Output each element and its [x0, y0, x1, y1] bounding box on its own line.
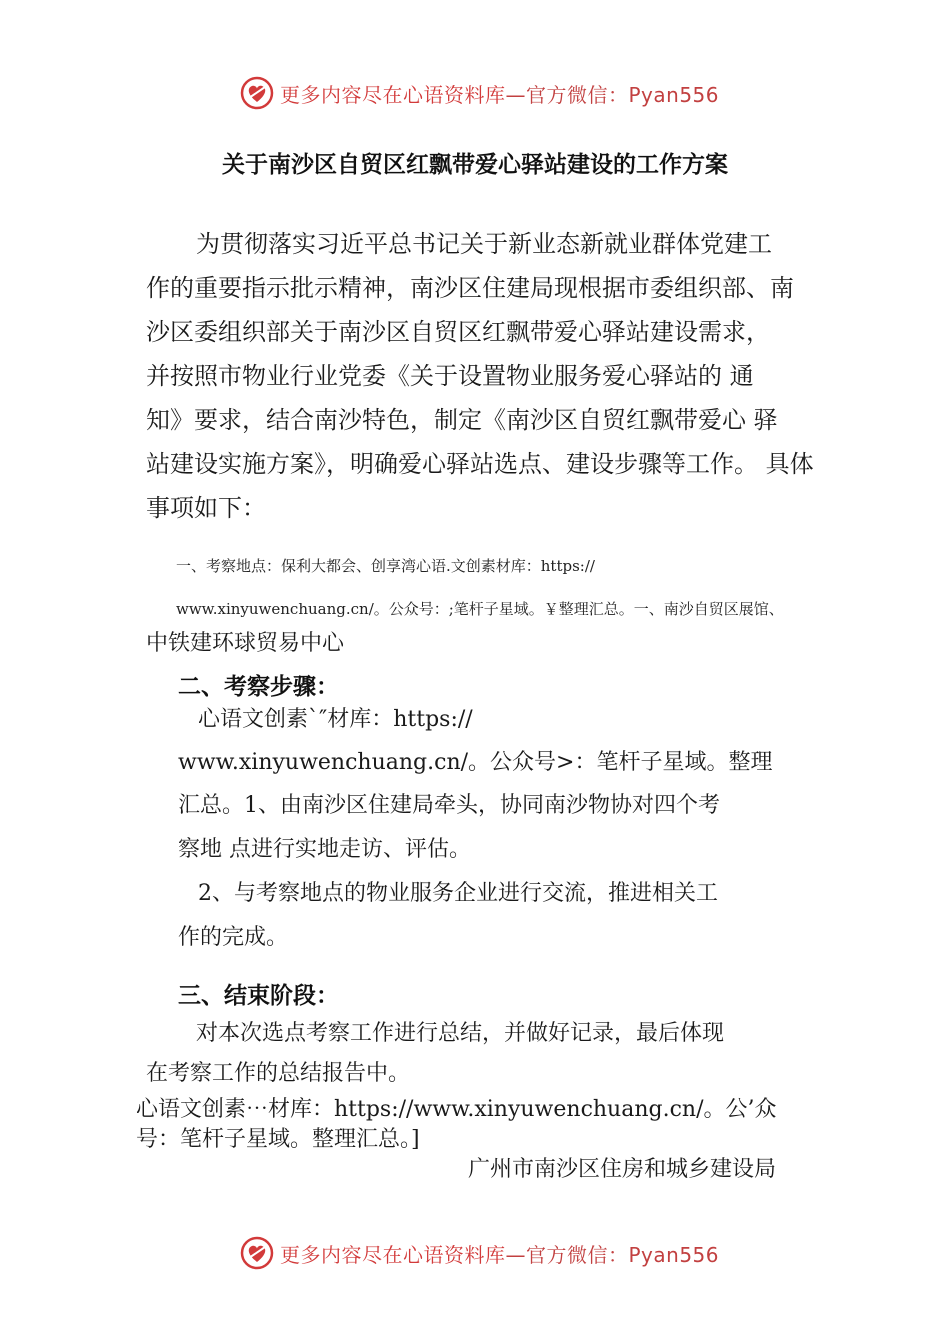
header-banner [240, 73, 719, 113]
banner-text: 更多内容尽在心语资料库—官方微信：Pyan556 [280, 82, 720, 107]
heart-logo-icon [240, 76, 274, 110]
intro-line: 沙区委组织部关于南沙区自贸区红飘带爱心驿站建设需求， [146, 318, 770, 346]
section3-line: 在考察工作的总结报告中。 [146, 1061, 411, 1086]
section2-line: 2、与考察地点的物业服务企业进行交流，推进相关工 [198, 881, 718, 906]
section2-line: 汇总。1、由南沙区住建局牵头，协同南沙物协对四个考 [178, 793, 720, 818]
section1-line: 中铁建环球贸易中心 [146, 631, 345, 656]
section3-heading: 三、结束阶段： [178, 983, 339, 1009]
intro-line: 为贯彻落实习近平总书记关于新业态新就业群体党建工 [196, 230, 772, 258]
heart-logo-icon [240, 1236, 274, 1270]
section2-line: 心语文创素`″材库：https:// [198, 707, 473, 732]
section2-line: 作的完成。 [178, 925, 289, 950]
section2-line: 察地 点进行实地走访、评估。 [178, 837, 471, 862]
source-note-line: 心语文创素⋯材库：https://www.xinyuwenchuang.cn/。公’众 [136, 1097, 777, 1122]
signature-organization: 广州市南沙区住房和城乡建设局 [468, 1157, 777, 1182]
section1-line: 一、考察地点：保利大都会、创享湾心语.文创素材库：https:// [176, 557, 595, 575]
intro-line: 知》要求，结合南沙特色，制定《南沙区自贸红飘带爱心 驿 [146, 406, 778, 434]
document-title: 关于南沙区自贸区红飘带爱心驿站建设的工作方案 [222, 152, 728, 178]
section3-line: 对本次选点考察工作进行总结，并做好记录，最后体现 [196, 1021, 725, 1046]
intro-line: 作的重要指示批示精神，南沙区住建局现根据市委组织部、南 [146, 274, 794, 302]
intro-line: 站建设实施方案》，明确爱心驿站选点、建设步骤等工作。 具体 [146, 450, 814, 478]
source-note-line: 号：笔杆子星域。整理汇总。] [136, 1127, 420, 1152]
intro-line: 事项如下： [146, 494, 266, 522]
section2-heading: 二、考察步骤： [178, 674, 339, 700]
intro-line: 并按照市物业行业党委《关于设置物业服务爱心驿站的 通 [146, 362, 754, 390]
section2-line: www.xinyuwenchuang.cn/。公众号>：笔杆子星域。整理 [178, 750, 773, 775]
section1-line: www.xinyuwenchuang.cn/。公众号：;笔杆子星域。￥整理汇总。一、南沙自贸区展馆、 [176, 600, 784, 618]
footer-banner [240, 1233, 719, 1273]
banner-text: 更多内容尽在心语资料库—官方微信：Pyan556 [280, 1242, 720, 1267]
